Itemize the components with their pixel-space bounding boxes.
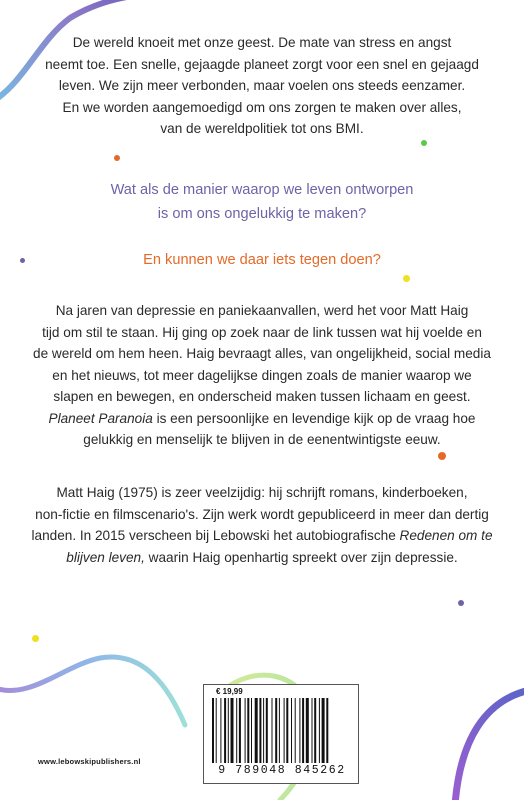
barcode-bar <box>284 698 285 763</box>
barcode-bar <box>314 698 316 763</box>
barcode-bar <box>231 698 234 763</box>
barcode-bar <box>247 698 249 763</box>
barcode-bar <box>306 698 309 763</box>
barcode-bar <box>275 698 277 763</box>
barcode-bar <box>272 698 273 763</box>
barcode-bar <box>286 698 288 763</box>
barcode-bar <box>224 698 226 763</box>
barcode-bar <box>291 698 292 763</box>
ribbon-bottom-right <box>455 690 524 800</box>
barcode-bar <box>263 698 264 763</box>
confetti-dot-orange <box>114 155 120 161</box>
barcode-bar <box>322 698 325 763</box>
other-book-title: Redenen om te <box>399 528 493 543</box>
barcode-bar <box>239 698 241 763</box>
barcode-bar <box>245 698 246 763</box>
barcode-bar <box>302 698 304 763</box>
intro-paragraph: De wereld knoeit met onze geest. De mate van stress en angst neemt toe. Een snelle, gejaagde planeet zorgt voor een snel en gejaagd leven. We zijn meer verbonden, maar voelen ons steeds eenzamer. En we worden aangemoedigd om ons zorgen te maken over alles, van de wereldpolitiek tot ons BMI. <box>45 35 479 136</box>
barcode-bar <box>259 698 261 763</box>
barcode-bar <box>236 698 237 763</box>
confetti-dot-yellow <box>403 275 410 282</box>
barcode-bars <box>212 698 352 763</box>
barcode-bar <box>255 698 258 763</box>
confetti-dot-purple <box>458 600 464 606</box>
isbn-barcode <box>203 684 359 784</box>
barcode-bar <box>228 698 229 763</box>
barcode-bar <box>216 698 217 763</box>
barcode-bar <box>295 698 296 763</box>
barcode-bar <box>312 698 313 763</box>
question-orange: En kunnen we daar iets tegen doen? <box>143 252 381 268</box>
barcode-bar <box>326 698 328 763</box>
barcode-bar <box>266 698 268 763</box>
barcode-bar <box>220 698 221 763</box>
author-paragraph: Matt Haig (1975) is zeer veelzijdig: hij schrijft romans, kinderboeken, non-fictie en filmscenario's. Zijn werk wordt gepubliceerd in meer dan dertig landen. In 2015 verscheen bij Lebowski het autobiografische Redenen om te blijven leven, waarin Haig openhartig spreekt over zijn depressie. <box>31 485 493 565</box>
barcode-bar <box>319 698 320 763</box>
other-book-title-cont: blijven leven, <box>66 549 145 565</box>
confetti-dot-green <box>421 140 427 146</box>
ribbon-bottom-left <box>0 657 185 725</box>
isbn-number: 9 789048 845262 <box>218 764 346 777</box>
barcode-bar <box>212 698 214 763</box>
barcode-bar <box>279 698 280 763</box>
barcode-bar <box>299 698 300 763</box>
publisher-url: www.lebowskipublishers.nl <box>38 757 141 766</box>
question-purple: Wat als de manier waarop we leven ontworpen is om ons ongelukkig te maken? <box>110 182 414 222</box>
price-label: € 19,99 <box>216 687 243 696</box>
book-title: Planeet Paranoia <box>48 410 153 426</box>
confetti-dot-yellow <box>32 635 39 642</box>
description-paragraph: Na jaren van depressie en paniekaanvallen, werd het voor Matt Haig tijd om stil te staan. Hij ging op zoek naar de link tussen wat hij voelde en de wereld om hem heen. Haig bevraagt alles, van ongelijkheid, social media en het nieuws, tot meer dagelijkse dingen zoals de manier waarop we slapen en bewegen, en onderscheid maken tussen lichaam en geest. Planeet Paranoia is een persoonlijke en levendige kijk op de vraag hoe gelukkig en menselijk te blijven in de eenentwintigste eeuw. <box>33 303 491 447</box>
barcode-bar <box>251 698 252 763</box>
confetti-dot-orange <box>438 452 446 460</box>
